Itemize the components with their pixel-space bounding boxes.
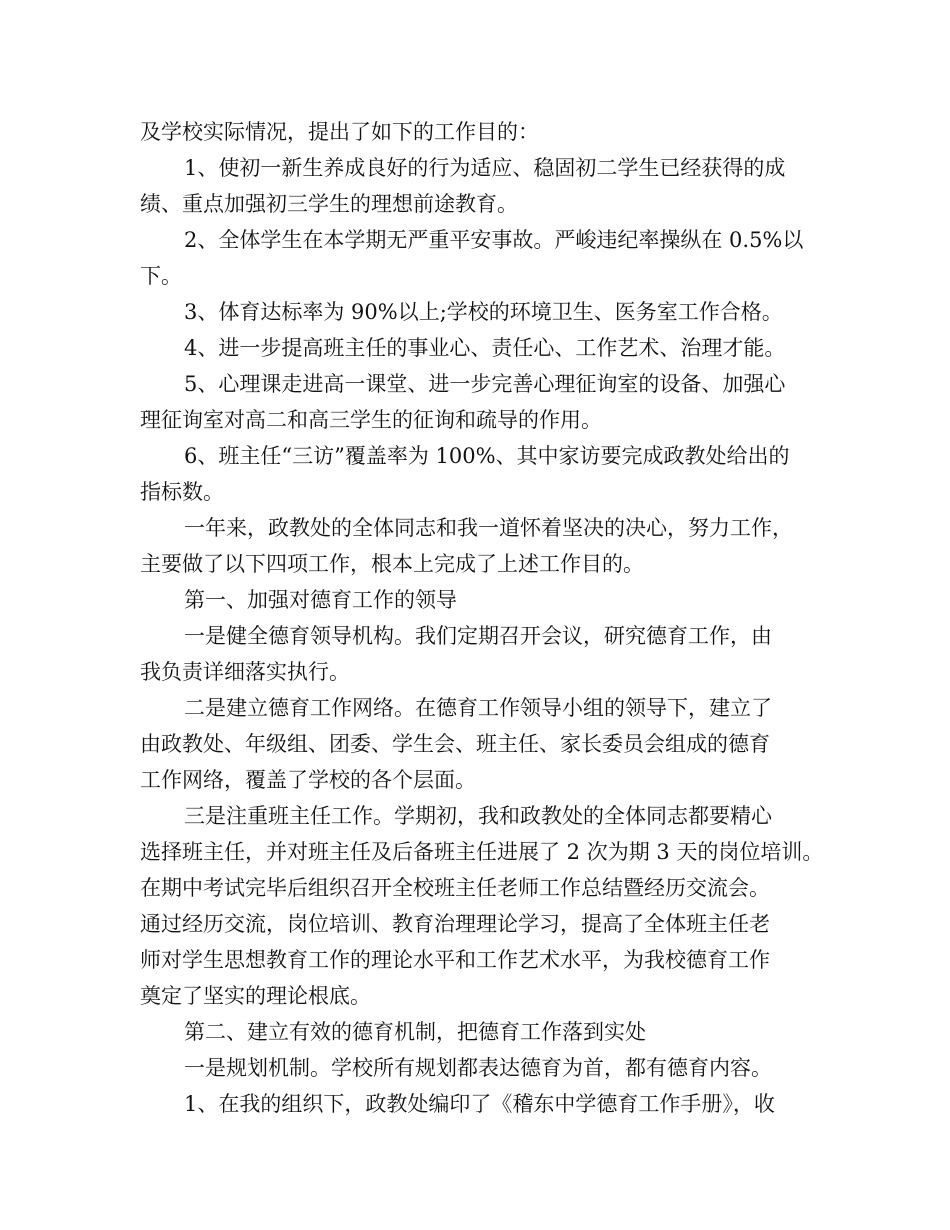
text-line: 2、全体学生在本学期无严重平安事故。严峻违纪率操纵在 0.5%以 bbox=[184, 228, 804, 252]
text-line: 主要做了以下四项工作，根本上完成了上述工作目的。 bbox=[140, 552, 644, 576]
text-line: 1、使初一新生养成良好的行为适应、稳固初二学生已经获得的成 bbox=[184, 156, 786, 180]
text-line: 4、进一步提高班主任的事业心、责任心、工作艺术、治理才能。 bbox=[184, 336, 786, 360]
text-line: 二是建立德育工作网络。在德育工作领导小组的领导下，建立了 bbox=[184, 696, 772, 720]
text-line: 通过经历交流，岗位培训、教育治理理论学习，提高了全体班主任老 bbox=[140, 912, 770, 936]
text-line: 师对学生思想教育工作的理论水平和工作艺术水平，为我校德育工作 bbox=[140, 948, 770, 972]
text-line: 3、体育达标率为 90%以上;学校的环境卫生、医务室工作合格。 bbox=[184, 300, 783, 324]
text-line: 三是注重班主任工作。学期初，我和政教处的全体同志都要精心 bbox=[184, 804, 772, 828]
text-line: 工作网络，覆盖了学校的各个层面。 bbox=[140, 768, 476, 792]
text-line: 第一、加强对德育工作的领导 bbox=[184, 588, 457, 612]
text-line: 理征询室对高二和高三学生的征询和疏导的作用。 bbox=[140, 408, 602, 432]
text-line: 下。 bbox=[140, 264, 182, 288]
text-line: 由政教处、年级组、团委、学生会、班主任、家长委员会组成的德育 bbox=[140, 732, 770, 756]
text-line: 5、心理课走进高一课堂、进一步完善心理征询室的设备、加强心 bbox=[184, 372, 786, 396]
text-line: 6、班主任“三访”覆盖率为 100%、其中家访要完成政教处给出的 bbox=[184, 444, 790, 468]
text-line: 一是规划机制。学校所有规划都表达德育为首，都有德育内容。 bbox=[184, 1056, 772, 1080]
text-line: 绩、重点加强初三学生的理想前途教育。 bbox=[140, 192, 518, 216]
text-line: 选择班主任，并对班主任及后备班主任进展了 2 次为期 3 天的岗位培训。 bbox=[140, 840, 824, 864]
text-line: 我负责详细落实执行。 bbox=[140, 660, 350, 684]
text-line: 及学校实际情况，提出了如下的工作目的： bbox=[140, 120, 539, 144]
text-line: 在期中考试完毕后组织召开全校班主任老师工作总结暨经历交流会。 bbox=[140, 876, 770, 900]
document-body bbox=[140, 114, 824, 1122]
text-line: 1、在我的组织下，政教处编印了《稽东中学德育工作手册》，收 bbox=[184, 1092, 775, 1116]
text-line: 指标数。 bbox=[140, 480, 224, 504]
text-line: 一是健全德育领导机构。我们定期召开会议，研究德育工作，由 bbox=[184, 624, 772, 648]
text-line: 奠定了坚实的理论根底。 bbox=[140, 984, 371, 1008]
text-line: 第二、建立有效的德育机制，把德育工作落到实处 bbox=[184, 1020, 646, 1044]
text-line: 一年来，政教处的全体同志和我一道怀着坚决的决心，努力工作， bbox=[184, 516, 793, 540]
